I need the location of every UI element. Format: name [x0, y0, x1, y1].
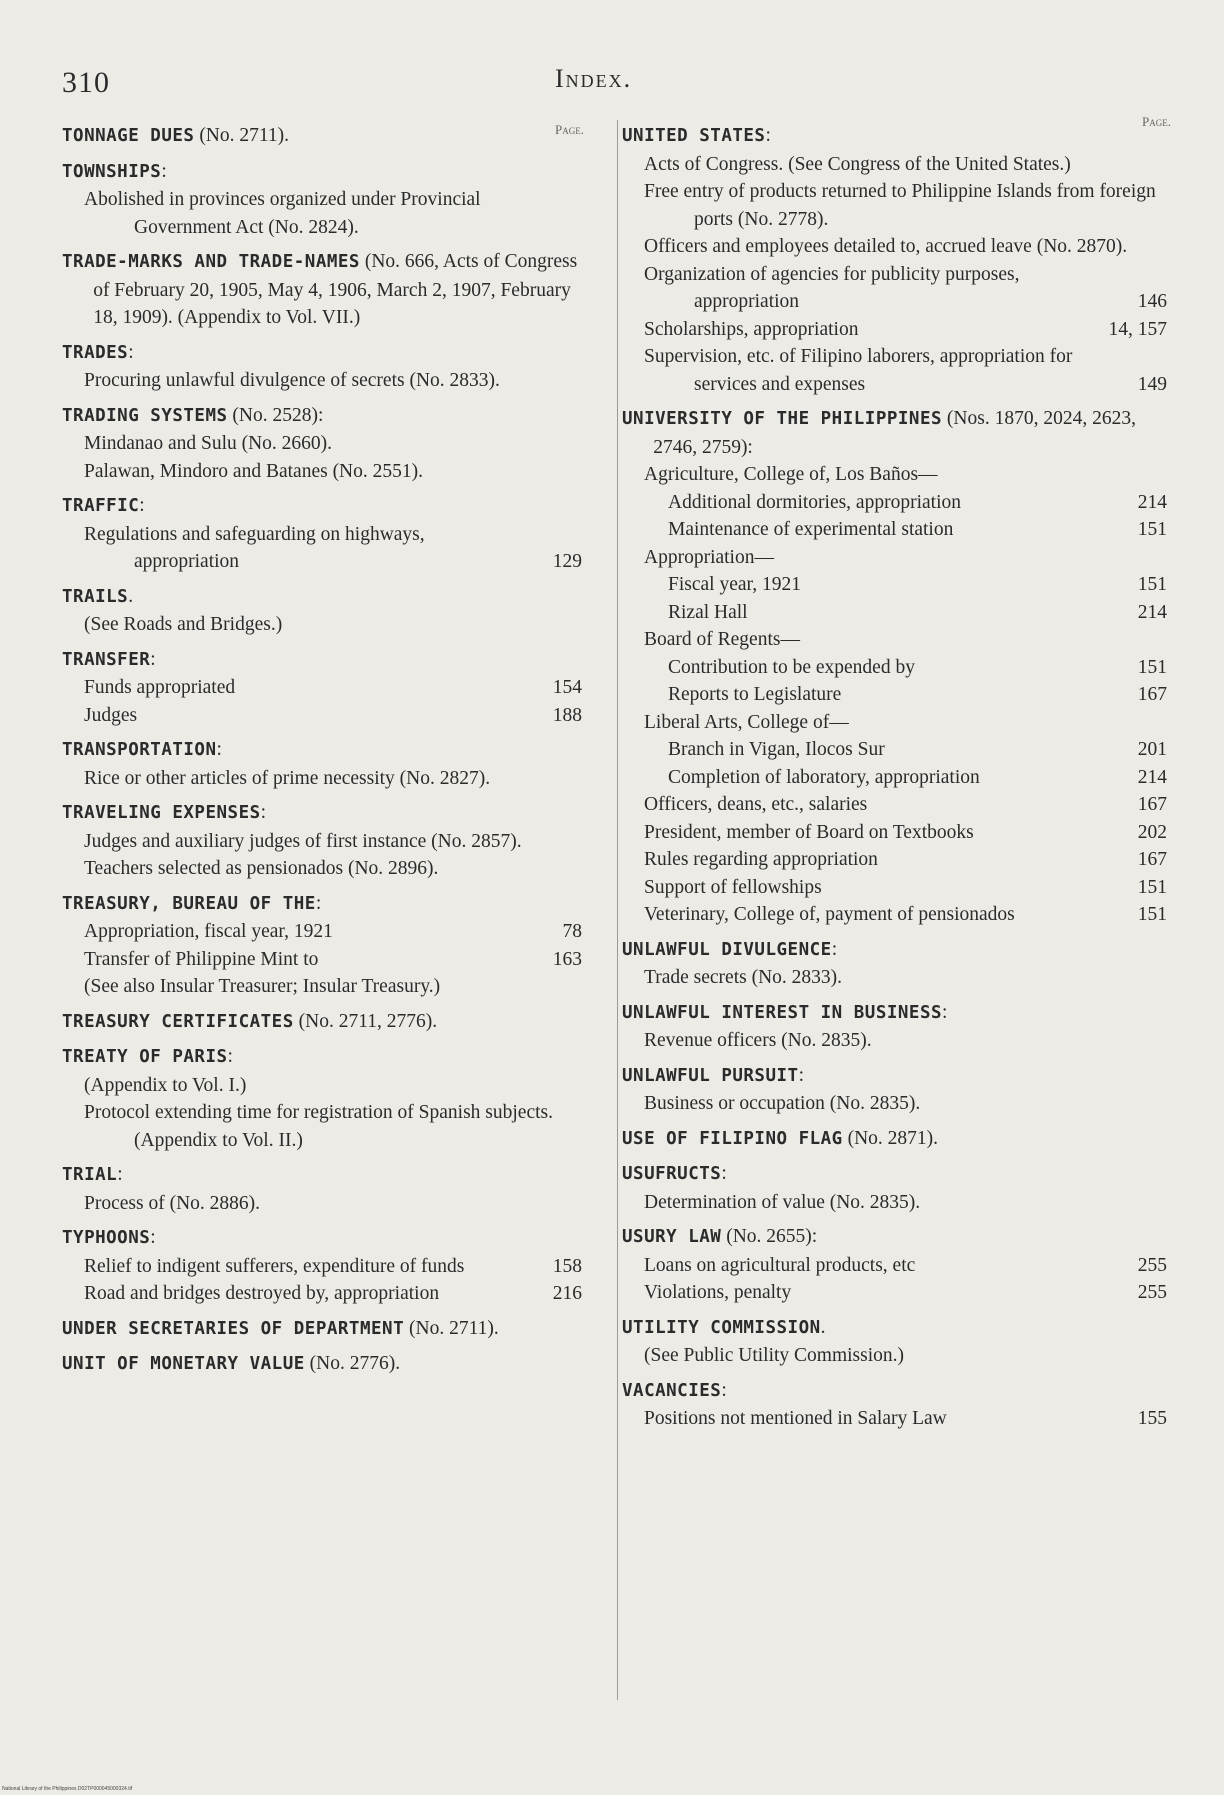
sub-entry [644, 846, 1167, 874]
page-reference: 167 [1137, 849, 1167, 870]
entry-note: . [128, 585, 134, 607]
entry-note: (No. 2528): [227, 404, 324, 426]
sub-entry [84, 946, 582, 974]
entry-note: : [150, 1227, 156, 1248]
sub-entry-text: Mindanao and Sulu (No. 2660). [84, 433, 333, 454]
sub-entry [84, 611, 582, 639]
sub-entry [84, 702, 582, 730]
sub-entry [644, 261, 1167, 316]
entry-note: : [942, 1001, 948, 1023]
page-reference: 151 [1137, 656, 1167, 678]
sub-entry-text: Positions not mentioned in Salary Law [644, 1408, 947, 1429]
sub-entry-text: (See Public Utility Commission.) [644, 1345, 905, 1366]
page-reference: 255 [1137, 1254, 1167, 1276]
entry-heading-line [62, 339, 582, 368]
sub-entry [644, 151, 1167, 179]
sub-entry-text: Agriculture, College of, Los Baños— [644, 464, 938, 485]
sub-entry-text: Additional dormitories, appropriation [668, 491, 961, 513]
left-column [62, 122, 582, 1379]
index-entry [62, 890, 582, 1001]
sub-entry [644, 709, 1167, 737]
page-reference: 163 [552, 948, 582, 970]
entry-note: : [117, 1164, 123, 1185]
entry-heading-line [622, 1125, 1167, 1154]
entry-note: : [721, 1379, 727, 1401]
sub-entry [644, 461, 1167, 489]
sub-entry [84, 973, 582, 1001]
sub-entry [644, 544, 1167, 572]
entry-note: (No. 2711). [404, 1317, 499, 1339]
sub-entry-text: Protocol extending time for registration of Spanish subjects. (Appendix to Vol. II.) [84, 1102, 553, 1151]
index-entry [622, 1223, 1167, 1307]
sub-entry-text: Road and bridges destroyed by, appropriation [84, 1283, 440, 1304]
right-entries [622, 122, 1167, 1433]
entry-heading-line [62, 1161, 582, 1190]
sub-entry-text: Appropriation— [644, 546, 774, 568]
entry-note: (No. 2776). [304, 1353, 401, 1374]
entry-heading: TREASURY, BUREAU OF THE [62, 893, 316, 914]
page-reference: 216 [552, 1283, 582, 1304]
index-entry [622, 1062, 1167, 1118]
sub-entry-text: Violations, penalty [644, 1282, 792, 1303]
entry-note: : [128, 341, 134, 363]
sub-entry-text: Business or occupation (No. 2835). [644, 1093, 921, 1114]
entry-heading: TRANSPORTATION [62, 740, 217, 760]
sub-entry [644, 1189, 1167, 1217]
page-reference: 14, 157 [1108, 318, 1167, 340]
sub-entry [668, 654, 1167, 682]
page-reference: 151 [1137, 876, 1167, 898]
sub-entry [668, 736, 1167, 764]
index-entry [62, 122, 582, 151]
entry-note: (No. 2871). [842, 1127, 939, 1149]
sub-entry-text: Fiscal year, 1921 [668, 574, 801, 595]
entry-note: : [161, 160, 167, 182]
sub-entry-text: Officers, deans, etc., salaries [644, 794, 868, 815]
index-entry [62, 158, 582, 242]
sub-entry [668, 599, 1167, 627]
sub-entry-text: Palawan, Mindoro and Batanes (No. 2551). [84, 460, 424, 482]
sub-entry-text: Organization of agencies for publicity purposes, appropriation [644, 263, 1020, 312]
page-reference: 151 [1137, 519, 1167, 540]
entry-heading: UNDER SECRETARIES OF DEPARTMENT [62, 1318, 405, 1339]
sub-entry [644, 1252, 1167, 1280]
entry-heading-line [62, 158, 582, 187]
sub-entry-text: Acts of Congress. (See Congress of the United States.) [644, 153, 1071, 175]
entry-note: : [227, 1046, 233, 1067]
entry-heading: UTILITY COMMISSION [622, 1317, 821, 1338]
entry-note: : [150, 648, 156, 670]
sub-entry [84, 1190, 582, 1218]
index-entry [622, 1160, 1167, 1216]
sub-entry [84, 1253, 582, 1281]
entry-heading-line [62, 402, 582, 431]
entry-heading: VACANCIES [622, 1380, 722, 1401]
sub-entry [84, 855, 582, 883]
entry-heading: TRADE-MARKS AND TRADE-NAMES [62, 252, 360, 272]
sub-entry [644, 233, 1167, 261]
index-entry [622, 936, 1167, 992]
sub-entry [84, 521, 582, 576]
entry-note: (Nos. 1870, 2024, 2623, 2746, 2759): [653, 408, 1136, 458]
entry-note: (No. 666, Acts of Congress of February 20, 1905, May 4, 1906, March 2, 1907, February 18, 1909). (Appendix to Vol. VII.) [93, 251, 578, 328]
page-reference: 214 [1137, 766, 1167, 788]
sub-entry [644, 1279, 1167, 1307]
sub-entry [644, 874, 1167, 902]
entry-heading: TRAFFIC [62, 496, 140, 516]
sub-entry [84, 674, 582, 702]
page-reference: 188 [552, 704, 582, 726]
index-entry [62, 799, 582, 883]
entry-note: : [721, 1163, 727, 1184]
entry-heading-line [62, 122, 582, 151]
index-entry [62, 1315, 582, 1344]
entry-heading-line [62, 1224, 582, 1253]
index-entry [62, 248, 582, 332]
sub-entry-text: Scholarships, appropriation [644, 318, 859, 340]
page-reference: 78 [562, 921, 582, 942]
sub-entry-text: (See also Insular Treasurer; Insular Treasury.) [84, 976, 441, 997]
column-divider [617, 120, 618, 1700]
sub-entry-text: Rizal Hall [668, 601, 748, 623]
sub-entry [644, 819, 1167, 847]
index-entry [62, 646, 582, 730]
sub-entry [644, 316, 1167, 344]
page-reference: 167 [1137, 794, 1167, 815]
sub-entry-text: Contribution to be expended by [668, 656, 915, 678]
sub-entry [644, 1090, 1167, 1118]
entry-heading: USUFRUCTS [622, 1164, 722, 1184]
index-entry [622, 1314, 1167, 1370]
entry-heading-line [622, 1314, 1167, 1343]
sub-entry-text: Teachers selected as pensionados (No. 2896). [84, 858, 439, 879]
entry-heading-line [622, 1160, 1167, 1189]
entry-heading: TRIAL [62, 1165, 118, 1185]
page-reference: 158 [552, 1255, 582, 1277]
entry-note: (No. 2655): [721, 1226, 818, 1247]
sub-entry [644, 901, 1167, 929]
footer-scan-id: National Library of the Philippines D02TP000045000324.tif [2, 1786, 133, 1792]
sub-entry [84, 458, 582, 486]
entry-heading-line [622, 1223, 1167, 1252]
entry-note: (No. 2711). [194, 125, 290, 146]
entry-heading-line [62, 248, 582, 332]
entry-heading-line [62, 1043, 582, 1072]
entry-heading-line [62, 890, 582, 919]
sub-entry-text: Funds appropriated [84, 677, 236, 698]
sub-entry [84, 1280, 582, 1308]
page-reference: 146 [1137, 291, 1167, 312]
index-entry [62, 583, 582, 639]
running-head: Index. [555, 64, 633, 93]
sub-entry-text: Appropriation, fiscal year, 1921 [84, 921, 333, 942]
entry-heading: TREATY OF PARIS [62, 1047, 228, 1067]
index-entry [622, 122, 1167, 398]
sub-entry-text: Rice or other articles of prime necessity (No. 2827). [84, 767, 491, 789]
sub-entry [644, 1027, 1167, 1055]
entry-heading: USURY LAW [622, 1227, 722, 1247]
entry-heading: UNIVERSITY OF THE PHILIPPINES [622, 409, 943, 429]
entry-heading-line [62, 492, 582, 521]
entry-note: : [216, 739, 222, 760]
page-reference: 149 [1137, 373, 1167, 395]
page-label: Page. [1142, 114, 1171, 129]
left-entries [62, 122, 582, 1379]
index-entry [62, 1161, 582, 1217]
sub-entry-text: Veterinary, College of, payment of pensionados [644, 904, 1015, 925]
sub-entry [644, 178, 1167, 233]
sub-entry-text: Judges [84, 704, 138, 726]
sub-entry-text: Support of fellowships [644, 876, 822, 898]
index-entry [622, 999, 1167, 1055]
page-label: Page. [555, 122, 584, 137]
entry-heading-line [62, 1315, 582, 1344]
sub-entry-text: Revenue officers (No. 2835). [644, 1030, 872, 1051]
sub-entry [84, 186, 582, 241]
sub-entry [644, 1342, 1167, 1370]
index-entry [62, 339, 582, 395]
entry-heading-line [622, 1377, 1167, 1406]
entry-heading: UNIT OF MONETARY VALUE [62, 1354, 305, 1374]
index-entry [62, 736, 582, 792]
entry-heading-line [62, 646, 582, 675]
sub-entry [84, 828, 582, 856]
page-reference: 201 [1137, 739, 1167, 760]
page-number: 310 [62, 66, 110, 99]
sub-entry-text: President, member of Board on Textbooks [644, 821, 974, 843]
index-entry [622, 1377, 1167, 1433]
page-reference: 167 [1137, 684, 1167, 705]
entry-note: : [798, 1064, 804, 1086]
sub-entry-text: Transfer of Philippine Mint to [84, 948, 319, 970]
index-entry [62, 1043, 582, 1154]
sub-entry-text: Maintenance of experimental station [668, 519, 954, 540]
entry-heading: USE OF FILIPINO FLAG [622, 1128, 843, 1149]
sub-entry-text: Loans on agricultural products, etc [644, 1254, 916, 1276]
page-reference: 214 [1137, 601, 1167, 623]
entry-note: : [260, 802, 267, 823]
entry-note: : [831, 938, 838, 960]
entry-heading-line [622, 999, 1167, 1028]
page-reference: 155 [1137, 1408, 1167, 1429]
entry-heading-line [62, 736, 582, 765]
entry-note: : [139, 495, 145, 516]
sub-entry [84, 918, 582, 946]
entry-heading-line [62, 1350, 582, 1379]
page-reference: 151 [1137, 574, 1167, 595]
sub-entry [644, 964, 1167, 992]
sub-entry [84, 430, 582, 458]
index-entry [62, 1224, 582, 1308]
sub-entry [668, 681, 1167, 709]
sub-entry [84, 1099, 582, 1154]
sub-entry-text: Free entry of products returned to Philippine Islands from foreign ports (No. 2778). [644, 181, 1156, 230]
entry-heading: UNLAWFUL PURSUIT [622, 1065, 799, 1086]
sub-entry [644, 626, 1167, 654]
sub-entry-text: Reports to Legislature [668, 684, 842, 705]
entry-heading: UNITED STATES [622, 126, 766, 146]
index-entry [622, 1125, 1167, 1154]
right-column [622, 114, 1171, 1433]
entry-heading-line [62, 799, 582, 828]
sub-entry [84, 367, 582, 395]
sub-entry [668, 764, 1167, 792]
page-reference: 151 [1137, 904, 1167, 925]
sub-entry-text: Rules regarding appropriation [644, 849, 878, 870]
page-reference: 202 [1137, 821, 1167, 843]
sub-entry [668, 571, 1167, 599]
entry-heading: TREASURY CERTIFICATES [62, 1011, 294, 1032]
entry-heading: UNLAWFUL INTEREST IN BUSINESS [622, 1002, 943, 1023]
entry-heading-line [622, 405, 1167, 461]
sub-entry-text: Regulations and safeguarding on highways, appropriation [84, 523, 425, 572]
entry-heading: TRAVELING EXPENSES [62, 803, 261, 823]
sub-entry [644, 791, 1167, 819]
index-entry [622, 405, 1167, 929]
index-entry [62, 492, 582, 576]
sub-entry-text: (See Roads and Bridges.) [84, 614, 283, 635]
entry-heading: TOWNSHIPS [62, 161, 162, 182]
sub-entry [644, 1405, 1167, 1433]
sub-entry [84, 1072, 582, 1100]
entry-note: : [315, 892, 322, 914]
sub-entry-text: (Appendix to Vol. I.) [84, 1074, 247, 1096]
entry-note: : [765, 125, 771, 146]
sub-entry-text: Liberal Arts, College of— [644, 711, 849, 733]
sub-entry [668, 489, 1167, 517]
sub-entry-text: Board of Regents— [644, 629, 800, 650]
entry-heading: TRADING SYSTEMS [62, 405, 228, 426]
sub-entry-text: Branch in Vigan, Ilocos Sur [668, 739, 885, 760]
entry-heading-line [622, 122, 1167, 151]
sub-entry-text: Relief to indigent sufferers, expenditure of funds [84, 1255, 465, 1277]
entry-heading: TRANSFER [62, 649, 151, 670]
entry-heading: TYPHOONS [62, 1228, 151, 1248]
index-entry [62, 1008, 582, 1037]
sub-entry [84, 765, 582, 793]
sub-entry [668, 516, 1167, 544]
entry-heading: TRAILS [62, 586, 129, 607]
sub-entry-text: Determination of value (No. 2835). [644, 1191, 921, 1213]
sub-entry-text: Officers and employees detailed to, accrued leave (No. 2870). [644, 236, 1128, 257]
sub-entry-text: Abolished in provinces organized under Provincial Government Act (No. 2824). [84, 189, 481, 238]
sub-entry-text: Completion of laboratory, appropriation [668, 766, 980, 788]
page-reference: 255 [1137, 1282, 1167, 1303]
sub-entry-text: Procuring unlawful divulgence of secrets (No. 2833). [84, 370, 500, 391]
entry-heading-line [62, 1008, 582, 1037]
entry-heading: TONNAGE DUES [62, 126, 195, 146]
sub-entry-text: Trade secrets (No. 2833). [644, 967, 843, 988]
index-entry [62, 402, 582, 486]
sub-entry-text: Supervision, etc. of Filipino laborers, appropriation for services and expenses [644, 346, 1073, 395]
page-reference: 129 [552, 551, 582, 572]
entry-note: . [820, 1316, 826, 1338]
entry-heading-line [62, 583, 582, 612]
entry-heading-line [622, 1062, 1167, 1091]
index-entry [62, 1350, 582, 1379]
page-reference: 154 [552, 677, 582, 698]
sub-entry-text: Judges and auxiliary judges of first instance (No. 2857). [84, 830, 522, 852]
sub-entry [644, 343, 1167, 398]
entry-heading: UNLAWFUL DIVULGENCE [622, 939, 832, 960]
page-reference: 214 [1137, 491, 1167, 513]
entry-note: (No. 2711, 2776). [293, 1010, 438, 1032]
entry-heading-line [622, 936, 1167, 965]
sub-entry-text: Process of (No. 2886). [84, 1192, 261, 1214]
entry-heading: TRADES [62, 342, 129, 363]
